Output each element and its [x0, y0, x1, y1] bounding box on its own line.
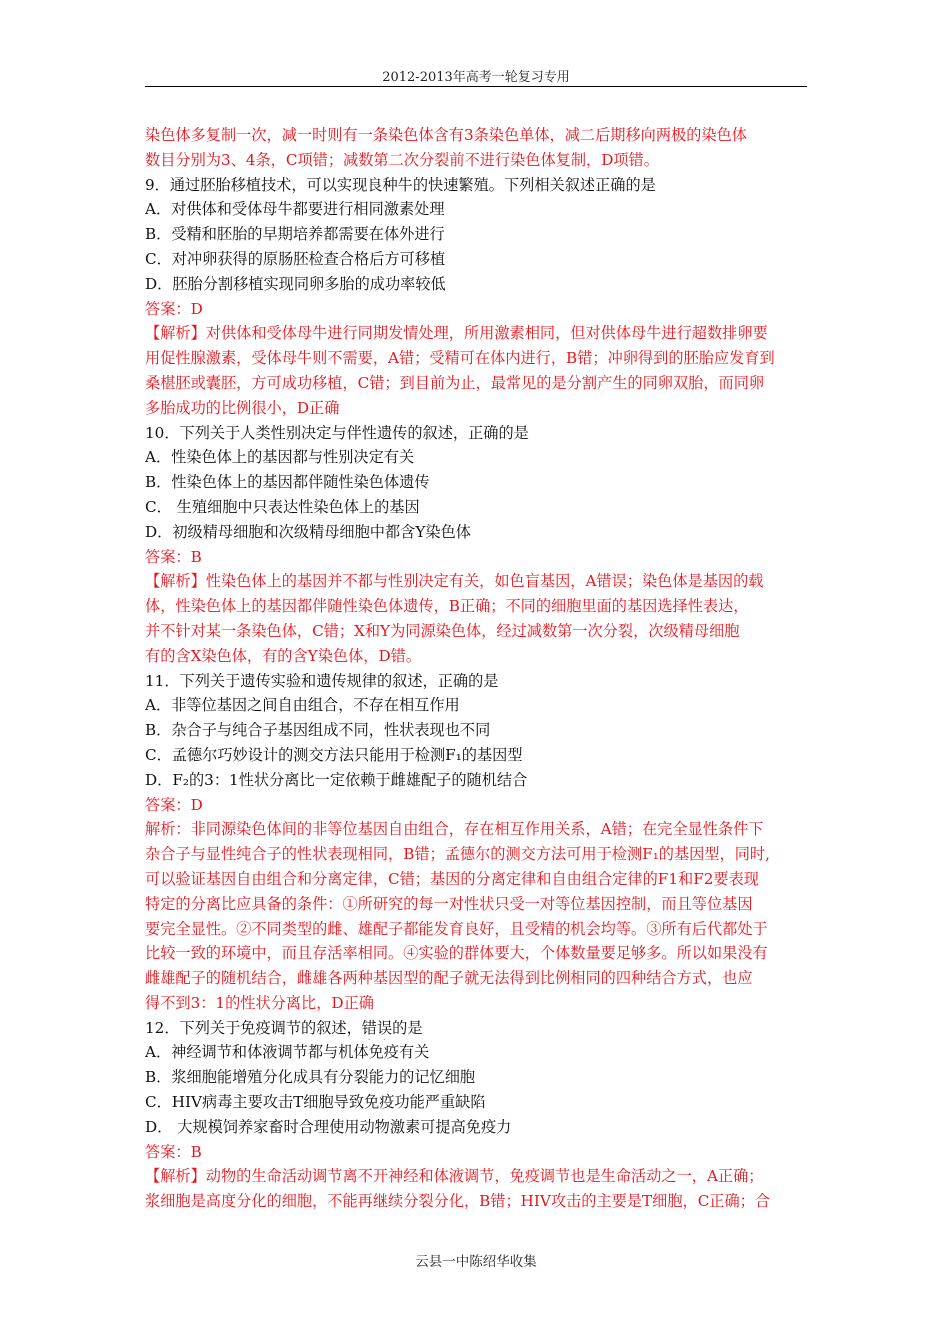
text-line: 得不到3：1的性状分离比，D正确 — [145, 993, 374, 1012]
text-line: C．对冲卵获得的原肠胚检查合格后方可移植 — [145, 249, 446, 268]
text-line: 答案：B — [145, 1142, 202, 1161]
text-line: 并不针对某一条染色体，C错；X和Y为同源染色体，经过减数第一次分裂，次级精母细胞 — [145, 621, 740, 640]
text-line: 可以验证基因自由组合和分离定律，C错；基因的分离定律和自由组合定律的F1和F2要表现 — [145, 869, 759, 888]
text-line: 12．下列关于免疫调节的叙述，错误的是 — [145, 1018, 423, 1037]
text-line: 用促性腺激素，受体母牛则不需要，A错；受精可在体内进行，B错；冲卵得到的胚胎应发育到 — [145, 349, 775, 368]
text-line: B．杂合子与纯合子基因组成不同，性状表现也不同 — [145, 721, 491, 740]
text-line: B．浆细胞能增殖分化成具有分裂能力的记忆细胞 — [145, 1068, 476, 1087]
text-line: 桑椹胚或囊胚，方可成功移植，C错；到目前为止，最常见的是分割产生的同卵双胎，而同卵 — [145, 373, 765, 392]
text-line: 数目分别为3、4条，C项错；减数第二次分裂前不进行染色体复制，D项错。 — [145, 150, 659, 169]
text-line: 答案：D — [145, 795, 203, 814]
text-line: 9．通过胚胎移植技术，可以实现良种牛的快速繁殖。下列相关叙述正确的是 — [145, 175, 656, 194]
text-line: C． 生殖细胞中只表达性染色体上的基因 — [145, 497, 420, 516]
text-line: C．孟德尔巧妙设计的测交方法只能用于检测F₁的基因型 — [145, 745, 523, 764]
header-divider — [145, 86, 807, 87]
text-line: D．F₂的3：1性状分离比一定依赖于雌雄配子的随机结合 — [145, 770, 528, 789]
document-body — [145, 123, 810, 1214]
text-line: 染色体多复制一次，减一时则有一条染色体含有3条染色单体，减二后期移向两极的染色体 — [145, 126, 747, 144]
text-line: 11．下列关于遗传实验和遗传规律的叙述，正确的是 — [145, 671, 499, 690]
text-line: 多胎成功的比例很小，D正确 — [145, 398, 340, 417]
text-line: 浆细胞是高度分化的细胞，不能再继续分裂分化，B错；HIV攻击的主要是T细胞，C正确；合 — [145, 1192, 771, 1211]
text-line: A．性染色体上的基因都与性别决定有关 — [145, 448, 415, 467]
text-line: 特定的分离比应具备的条件：①所研究的每一对性状只受一对等位基因控制，而且等位基因 — [145, 894, 753, 913]
text-line: A．对供体和受体母牛都要进行相同激素处理 — [145, 200, 445, 219]
text-line: A．非等位基因之间自由组合，不存在相互作用 — [145, 696, 460, 715]
text-line: 要完全显性。②不同类型的雌、雄配子都能发育良好，且受精的机会均等。③所有后代都处于 — [145, 919, 768, 938]
text-line: 解析：非同源染色体间的非等位基因自由组合，存在相互作用关系，A错；在完全显性条件下 — [145, 820, 764, 839]
text-line: 【解析】动物的生命活动调节离不开神经和体液调节，免疫调节也是生命活动之一，A正确； — [145, 1167, 764, 1186]
page-header: 2012-2013年高考一轮复习专用 — [382, 70, 570, 85]
text-line: 答案：B — [145, 547, 202, 566]
text-line: D．初级精母细胞和次级精母细胞中都含Y染色体 — [145, 522, 471, 541]
text-line: C．HIV病毒主要攻击T细胞导致免疫功能严重缺陷 — [145, 1093, 486, 1112]
text-line: 有的含X染色体，有的含Y染色体，D错。 — [145, 646, 422, 665]
text-line: B．性染色体上的基因都伴随性染色体遗传 — [145, 473, 430, 492]
text-line: 雌雄配子的随机结合，雌雄各两种基因型的配子就无法得到比例相同的四种结合方式，也应 — [145, 969, 753, 988]
page-footer: 云县一中陈绍华收集 — [415, 1254, 537, 1270]
text-line: D． 大规模饲养家畜时合理使用动物激素可提高免疫力 — [145, 1117, 512, 1136]
text-line: 杂合子与显性纯合子的性状表现相同，B错；孟德尔的测交方法可用于检测F₁的基因型，同时, — [145, 845, 770, 864]
emphasized-word: 错误 — [361, 1018, 393, 1037]
text-line: 比较一致的环境中，而且存活率相同。④实验的群体要大，个体数量要足够多。所以如果没有 — [145, 944, 768, 963]
text-line: 答案：D — [145, 299, 203, 318]
text-line: 10．下列关于人类性别决定与伴性遗传的叙述，正确的是 — [145, 423, 529, 442]
text-line: 【解析】性染色体上的基因并不都与性别决定有关，如色盲基因，A错误；染色体是基因的载 — [145, 572, 764, 591]
text-line: B．受精和胚胎的早期培养都需要在体外进行 — [145, 225, 445, 244]
text-line: D．胚胎分割移植实现同卵多胎的成功率较低 — [145, 274, 446, 293]
text-line: A．神经调节和体液调节都与机体免疫有关 — [145, 1043, 430, 1062]
text-line: 体，性染色体上的基因都伴随性染色体遗传，B正确；不同的细胞里面的基因选择性表达， — [145, 597, 749, 616]
text-line: 【解析】对供体和受体母牛进行同期发情处理，所用激素相同，但对供体母牛进行超数排卵要 — [145, 324, 768, 343]
